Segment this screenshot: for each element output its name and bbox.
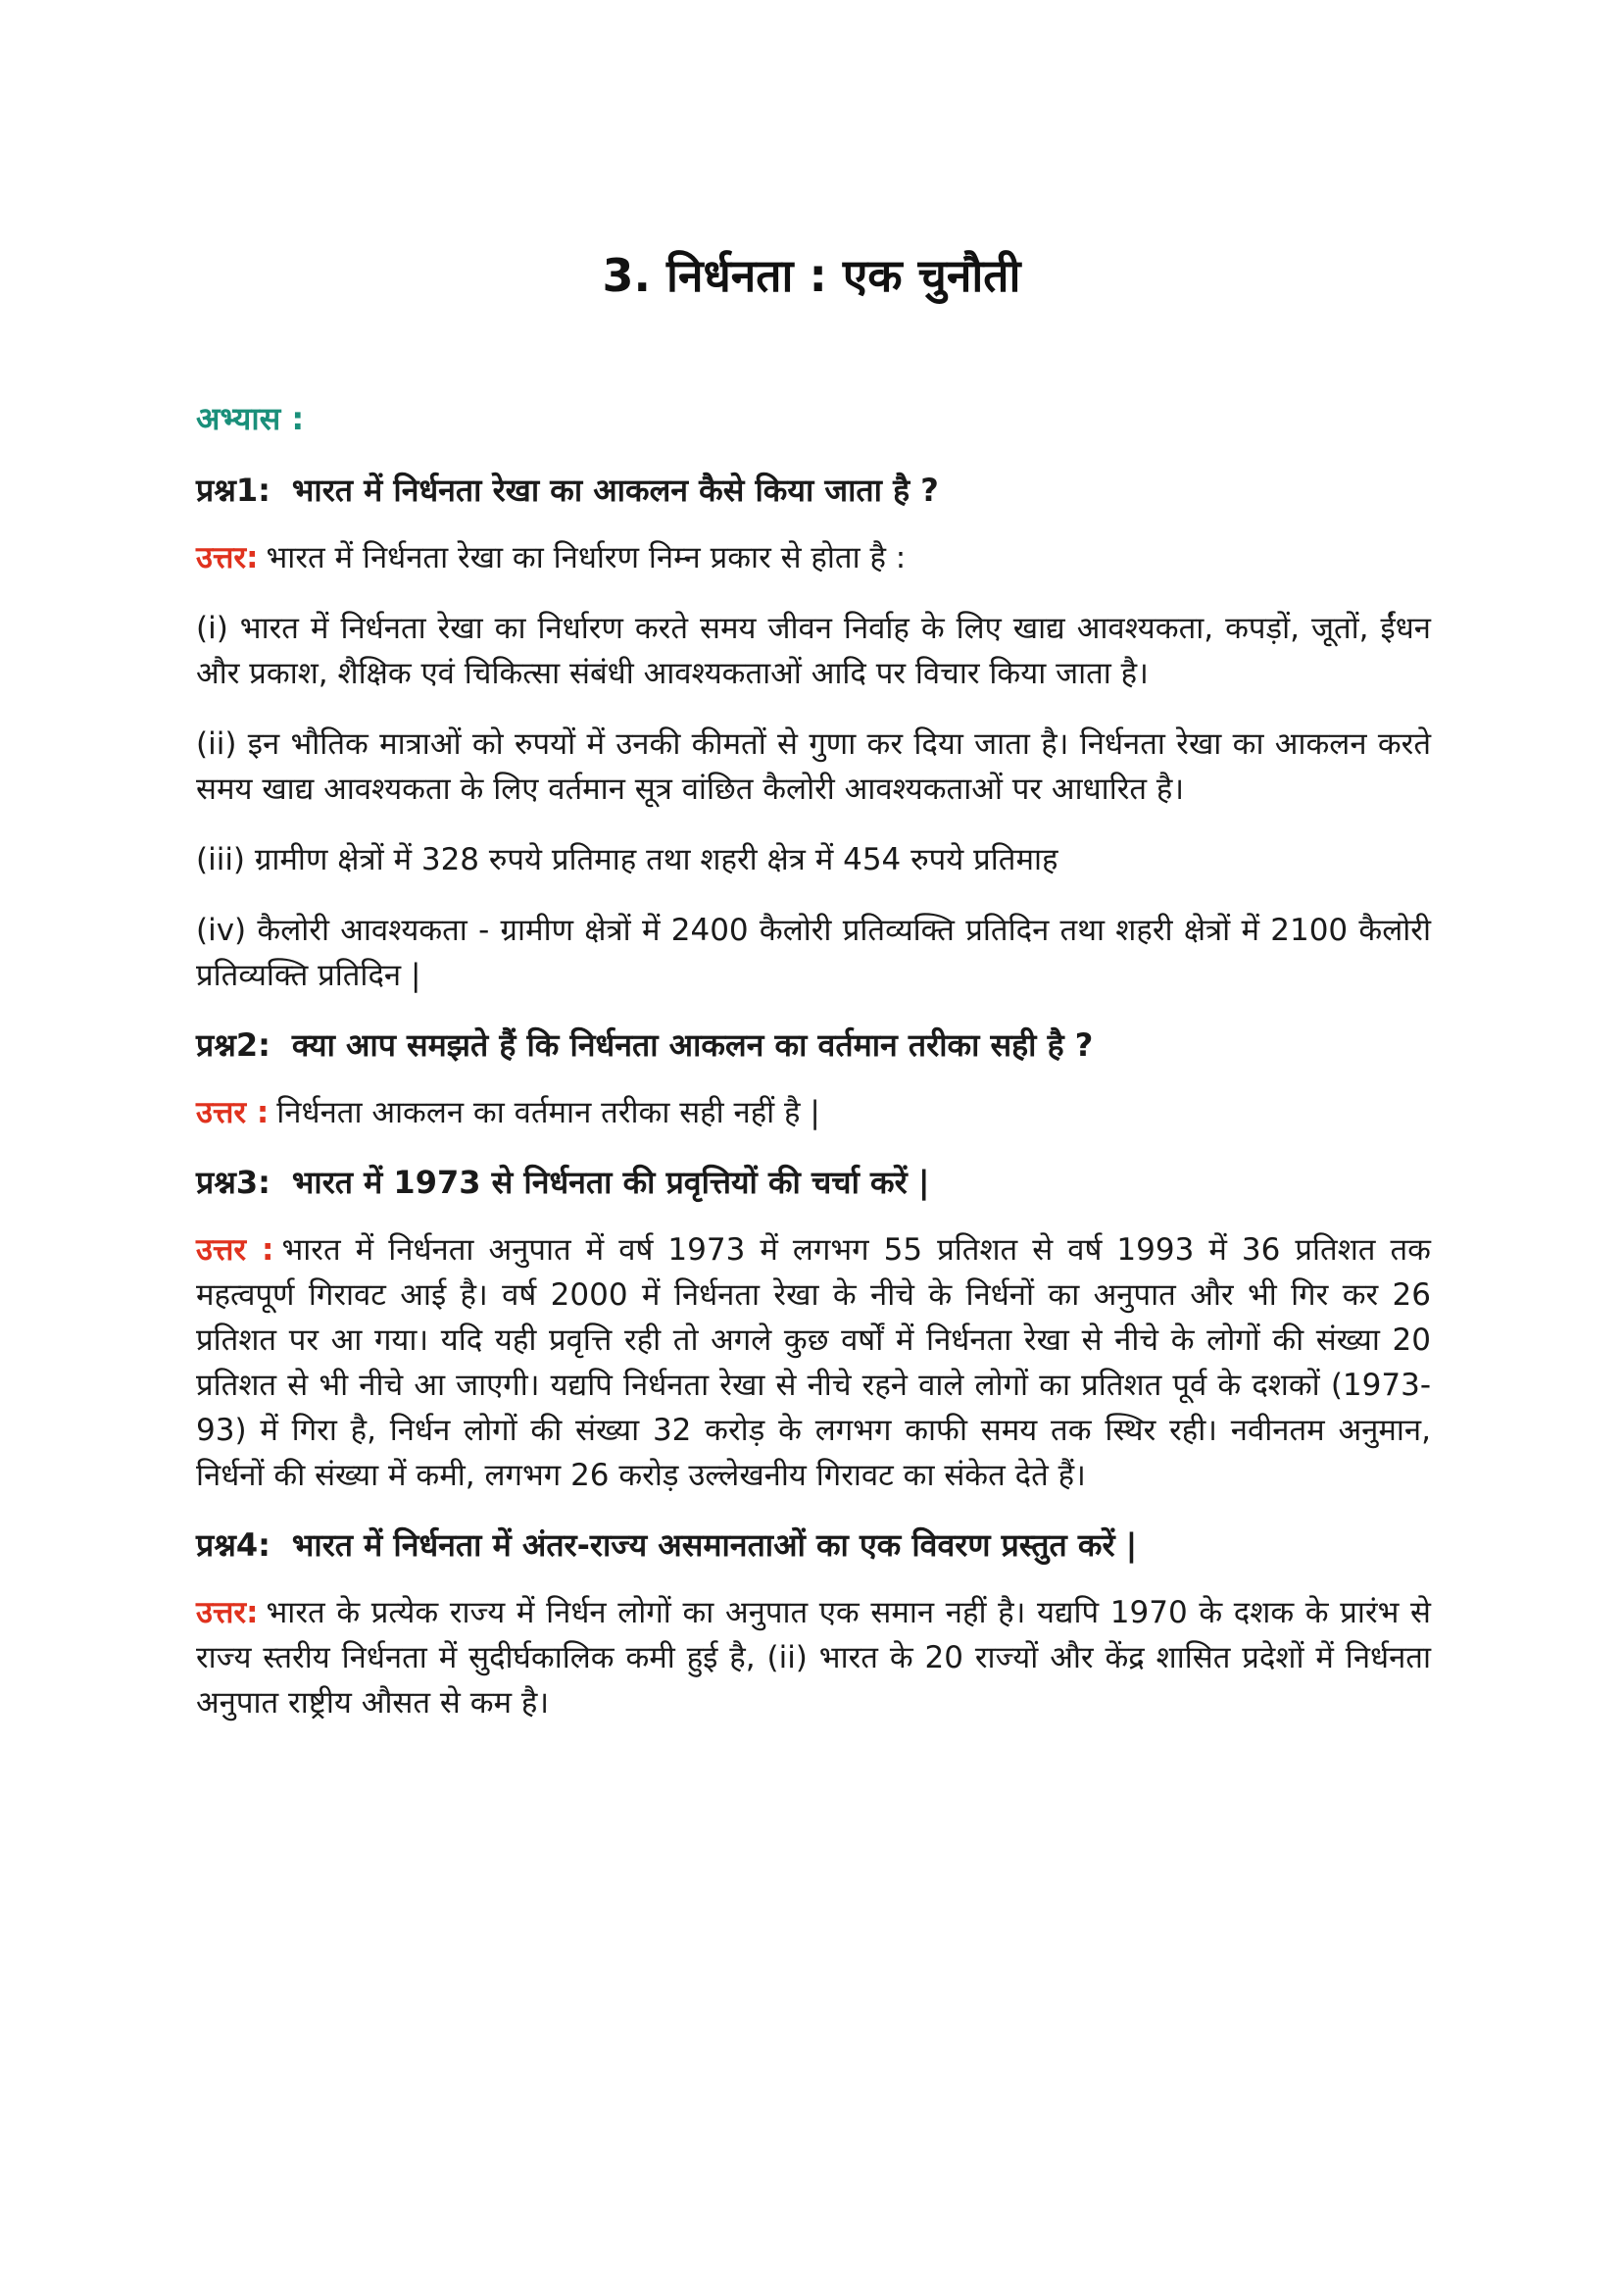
- page-title: 3. निर्धनता : एक चुनौती: [602, 248, 1021, 302]
- answer-4: [196, 1590, 1431, 1725]
- answer-label: उत्तर:: [196, 1595, 259, 1630]
- answer-text: भारत में निर्धनता अनुपात में वर्ष 1973 में लगभग 55 प्रतिशत से वर्ष 1993 में 36 प्रतिशत तक महत्वपूर्ण गिरावट आई है। वर्ष 2000 में निर्धनता रेखा के नीचे के निर्धनों का अनुपात और भी गिर कर 26 प्रतिशत पर आ गया। यदि यही प्रवृत्ति रही तो अगले कुछ वर्षों में निर्धनता रेखा से नीचे के लोगों की संख्या 20 प्रतिशत से भी नीचे आ जाएगी। यद्यपि निर्धनता रेखा से नीचे रहने वाले लोगों का प्रतिशत पूर्व के दशकों (1973-93) में गिरा है, निर्धन लोगों की संख्या 32 करोड़ के लगभग काफी समय तक स्थिर रही। नवीनतम अनुमान, निर्धनों की संख्या में कमी, लगभग 26 करोड़ उल्लेखनीय गिरावट का संकेत देते हैं।: [196, 1232, 1431, 1493]
- question-3: [196, 1161, 1431, 1204]
- answer-1-point-2: (ii) इन भौतिक मात्राओं को रुपयों में उनकी कीमतों से गुणा कर दिया जाता है। निर्धनता रेखा का आकलन करते समय खाद्य आवश्यकता के लिए वर्तमान सूत्र वांछित कैलोरी आवश्यकताओं पर आधारित है।: [196, 726, 1431, 807]
- answer-1-point-1: (i) भारत में निर्धनता रेखा का निर्धारण करते समय जीवन निर्वाह के लिए खाद्य आवश्यकता, कपड़ों, जूतों, ईंधन और प्रकाश, शैक्षिक एवं चिकित्सा संबंधी आवश्यकताओं आदि पर विचार किया जाता है।: [196, 611, 1431, 691]
- question-2: [196, 1023, 1431, 1067]
- answer-1-point-3: (iii) ग्रामीण क्षेत्रों में 328 रुपये प्रतिमाह तथा शहरी क्षेत्र में 454 रुपये प्रतिमाह: [196, 842, 1058, 877]
- answer-1-point-4: (iv) कैलोरी आवश्यकता - ग्रामीण क्षेत्रों में 2400 कैलोरी प्रतिव्यक्ति प्रतिदिन तथा शहरी क्षेत्रों में 2100 कैलोरी प्रतिव्यक्ति प्रतिदिन |: [196, 913, 1431, 993]
- answer-text: भारत के प्रत्येक राज्य में निर्धन लोगों का अनुपात एक समान नहीं है। यद्यपि 1970 के दशक के प्रारंभ से राज्य स्तरीय निर्धनता में सुदीर्घकालिक कमी हुई है, (ii) भारत के 20 राज्यों और केंद्र शासित प्रदेशों में निर्धनता अनुपात राष्ट्रीय औसत से कम है।: [196, 1595, 1431, 1721]
- answer-text: निर्धनता आकलन का वर्तमान तरीका सही नहीं है |: [276, 1095, 820, 1130]
- answer-text: भारत में निर्धनता रेखा का निर्धारण निम्न प्रकार से होता है :: [266, 540, 907, 575]
- question-1: [196, 469, 1431, 512]
- document-body: [196, 397, 1431, 1751]
- question-text: भारत में निर्धनता रेखा का आकलन कैसे किया जाता है ?: [291, 472, 939, 509]
- answer-1: [196, 535, 1431, 580]
- question-label: प्रश्न3:: [196, 1164, 270, 1201]
- question-label: प्रश्न1:: [196, 472, 270, 509]
- answer-label: उत्तर :: [196, 1095, 270, 1130]
- question-4: [196, 1523, 1431, 1567]
- question-label: प्रश्न2:: [196, 1026, 270, 1064]
- question-text: क्या आप समझते हैं कि निर्धनता आकलन का वर्तमान तरीका सही है ?: [291, 1026, 1094, 1064]
- question-text: भारत में निर्धनता में अंतर-राज्य असमानताओं का एक विवरण प्रस्तुत करें |: [291, 1526, 1138, 1564]
- answer-label: उत्तर:: [196, 540, 259, 575]
- question-text: भारत में 1973 से निर्धनता की प्रवृत्तियों की चर्चा करें |: [291, 1164, 930, 1201]
- exercise-label: अभ्यास :: [196, 400, 305, 437]
- answer-label: उत्तर :: [196, 1232, 274, 1268]
- answer-3: [196, 1227, 1431, 1498]
- question-label: प्रश्न4:: [196, 1526, 270, 1564]
- answer-2: [196, 1090, 1431, 1135]
